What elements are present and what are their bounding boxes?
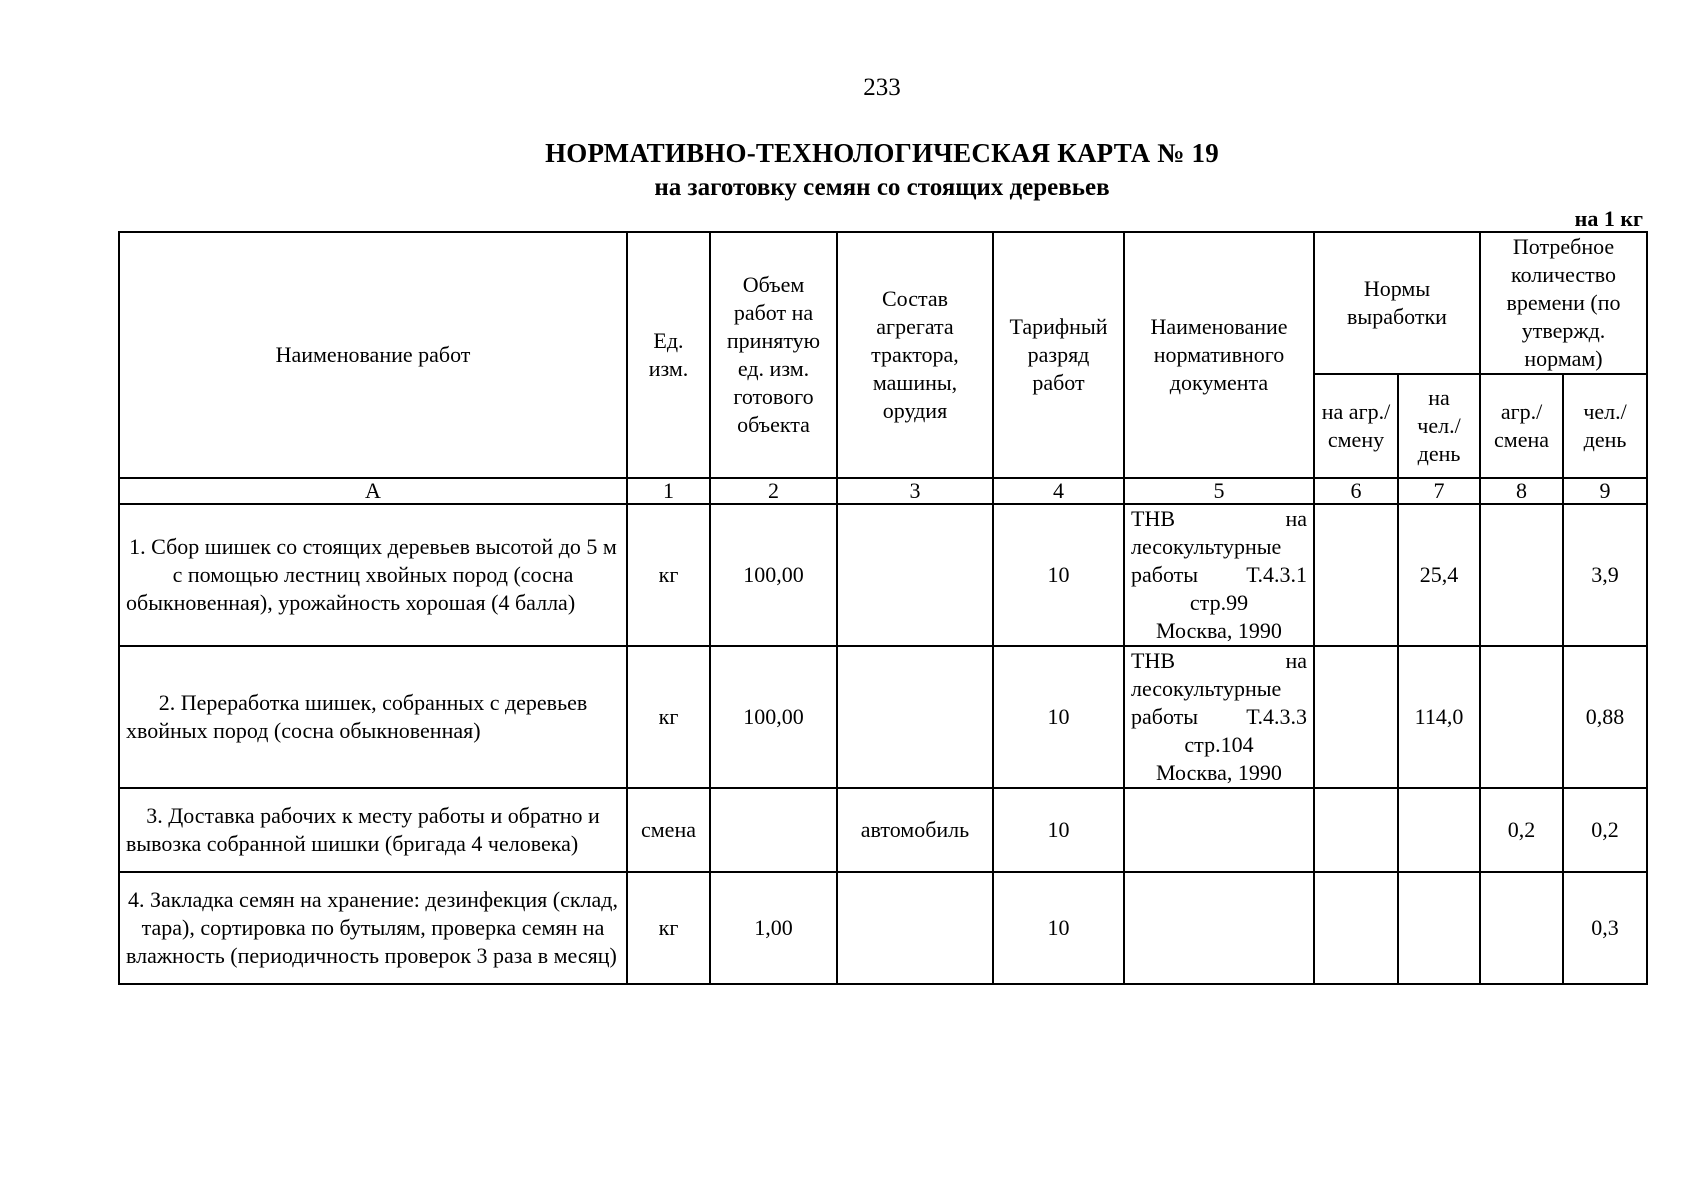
header-norms: Нормы выработки [1314,232,1480,374]
composition-cell: автомобиль [837,788,993,872]
header-tariff: Тарифный разряд работ [993,232,1124,478]
document-name: ТНВ на лесокультурные работы Т.4.3.3 [1131,648,1307,729]
volume-cell: 100,00 [710,504,837,646]
document-place-year: Москва, 1990 [1156,618,1282,643]
composition-cell [837,504,993,646]
header-volume: Объем работ на принятую ед. изм. готового объекта [710,232,837,478]
time-agr-cell [1480,872,1563,984]
header-composition: Состав агрегата трактора, машины, орудия [837,232,993,478]
norm-person-cell: 25,4 [1398,504,1480,646]
tariff-cell: 10 [993,788,1124,872]
column-number: 4 [993,478,1124,504]
work-name-cell: 3. Доставка рабочих к месту работы и обратно и вывозка собранной шишки (бригада 4 человека) [119,788,627,872]
norm-agr-cell [1314,646,1398,788]
work-name-cell: 2. Переработка шишек, собранных с деревьев хвойных пород (сосна обыкновенная) [119,646,627,788]
norm-agr-cell [1314,788,1398,872]
work-name-cell: 4. Закладка семян на хранение: дезинфекция (склад, тара), сортировка по бутылям, проверка семян на влажность (периодичность проверок 3 раза в месяц) [119,872,627,984]
volume-cell: 1,00 [710,872,837,984]
tariff-cell: 10 [993,646,1124,788]
document-cell [1124,646,1314,788]
norm-person-cell [1398,788,1480,872]
time-agr-cell: 0,2 [1480,788,1563,872]
volume-cell [710,788,837,872]
column-number: 9 [1563,478,1647,504]
column-number: 8 [1480,478,1563,504]
column-number-row [119,478,1647,504]
norm-person-cell: 114,0 [1398,646,1480,788]
tariff-cell: 10 [993,872,1124,984]
column-number: 2 [710,478,837,504]
document-cell [1124,872,1314,984]
document-name: ТНВ на лесокультурные работы Т.4.3.1 [1131,506,1307,587]
document-page: стр.99 [1189,590,1249,615]
time-person-cell: 0,3 [1563,872,1647,984]
column-number: А [119,478,627,504]
document-place-year: Москва, 1990 [1156,760,1282,785]
header-row [119,232,1647,374]
norms-table [118,231,1648,985]
table-row [119,646,1647,788]
tariff-cell: 10 [993,504,1124,646]
norm-agr-cell [1314,504,1398,646]
document-page: стр.104 [1184,732,1254,757]
work-name-cell: 1. Сбор шишек со стоящих деревьев высотой до 5 м с помощью лестниц хвойных пород (сосна обыкновенная), урожайность хорошая (4 балла) [119,504,627,646]
column-number: 1 [627,478,710,504]
header-document: Наименование нормативного документа [1124,232,1314,478]
composition-cell [837,872,993,984]
table-row [119,788,1647,872]
norm-agr-cell [1314,872,1398,984]
table-row [119,872,1647,984]
column-number: 3 [837,478,993,504]
header-time-person: чел./ день [1563,374,1647,478]
column-number: 5 [1124,478,1314,504]
document-subtitle: на заготовку семян со стоящих деревьев [654,174,1110,201]
document-cell [1124,504,1314,646]
unit-note: на 1 кг [1574,206,1643,231]
header-required-time: Потребное количество времени (по утвержд. нормам) [1480,232,1647,374]
header-time-agr: агр./ смена [1480,374,1563,478]
unit-cell: смена [627,788,710,872]
header-norms-person: на чел./ день [1398,374,1480,478]
unit-cell: кг [627,646,710,788]
header-unit: Ед. изм. [627,232,710,478]
composition-cell [837,646,993,788]
header-work-name: Наименование работ [119,232,627,478]
time-agr-cell [1480,646,1563,788]
header-norms-agr: на агр./ смену [1314,374,1398,478]
time-agr-cell [1480,504,1563,646]
column-number: 7 [1398,478,1480,504]
document-cell [1124,788,1314,872]
table-row [119,504,1647,646]
time-person-cell: 0,2 [1563,788,1647,872]
volume-cell: 100,00 [710,646,837,788]
document-title: НОРМАТИВНО-ТЕХНОЛОГИЧЕСКАЯ КАРТА № 19 [545,138,1219,168]
norm-person-cell [1398,872,1480,984]
unit-cell: кг [627,504,710,646]
page-number: 233 [863,74,901,101]
unit-cell: кг [627,872,710,984]
time-person-cell: 3,9 [1563,504,1647,646]
column-number: 6 [1314,478,1398,504]
time-person-cell: 0,88 [1563,646,1647,788]
